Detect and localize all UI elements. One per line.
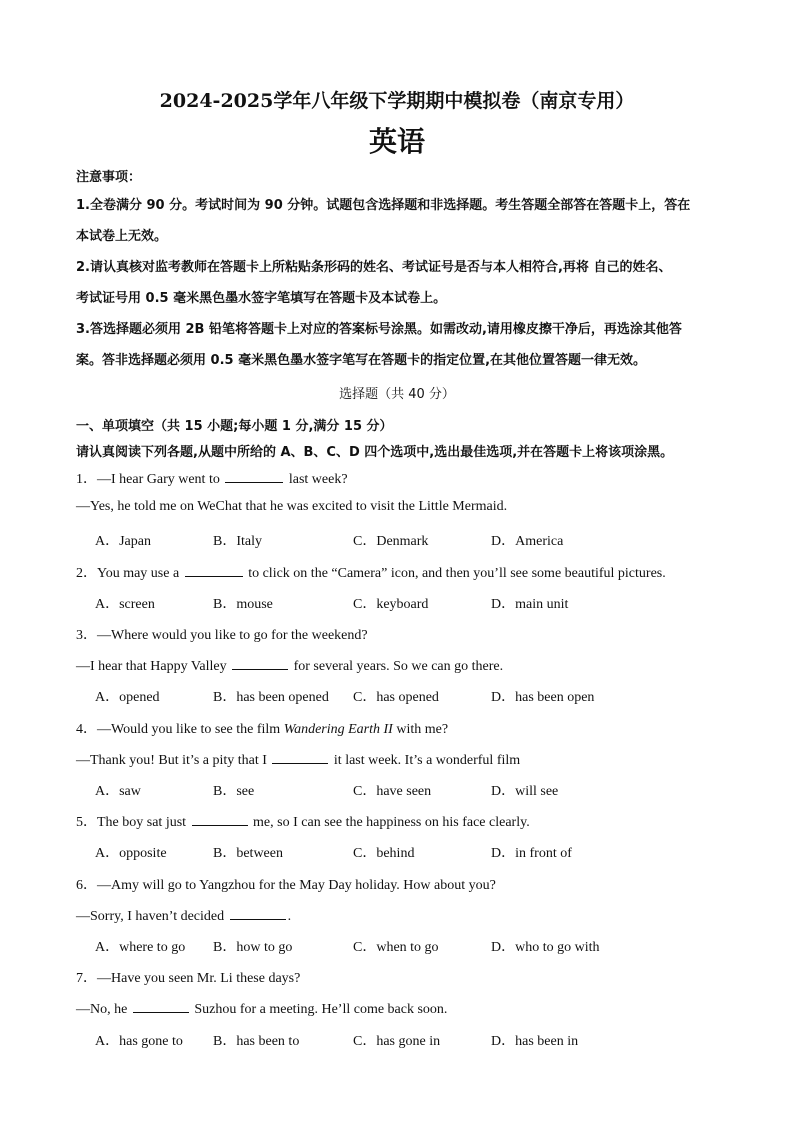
option-d: D．America <box>491 534 564 549</box>
question-stem: 5．The boy sat just <box>76 815 190 830</box>
question-1 <box>76 468 348 488</box>
question-stem: —I hear that Happy Valley <box>76 659 231 674</box>
question-stem: me, so I can see the happiness on his face clearly. <box>249 815 530 830</box>
question-7-reply <box>76 998 447 1018</box>
notice-item-2-line-1: 2.请认真核对监考教师在答题卡上所粘贴条形码的姓名、考试证号是否与本人相符合,再将 自己的姓名、 <box>76 260 672 275</box>
answer-blank <box>230 905 286 920</box>
option-d: D．has been in <box>491 1034 579 1049</box>
option-b: B．between <box>213 846 283 861</box>
question-stem: with me? <box>392 722 449 737</box>
option-c: C．has gone in <box>353 1034 441 1049</box>
option-d: D．has been open <box>491 690 595 705</box>
section-heading: 一、单项填空（共 15 小题;每小题 1 分,满分 15 分） <box>76 419 393 434</box>
question-2 <box>76 562 666 582</box>
question-stem: to click on the “Camera” icon, and then you’ll see some beautiful pictures. <box>244 566 666 581</box>
answer-blank <box>272 749 328 764</box>
option-a: A．has gone to <box>95 1034 183 1049</box>
answer-blank <box>192 811 248 826</box>
question-stem: for several years. So we can go there. <box>290 659 504 674</box>
subject-title: 英语 <box>368 125 425 158</box>
question-4-reply <box>76 749 520 769</box>
notice-item-3-line-1: 3.答选择题必须用 2B 铅笔将答题卡上对应的答案标号涂黑。如需改动,请用橡皮擦干净后，再选涂其他答 <box>76 322 682 337</box>
question-3-reply <box>76 655 503 675</box>
question-stem: 1．—I hear Gary went to <box>76 472 224 487</box>
question-stem: —Thank you! But it’s a pity that I <box>76 753 271 768</box>
option-d: D．in front of <box>491 846 572 861</box>
notice-item-3-line-2: 案。答非选择题必须用 0.5 毫米黑色墨水签字笔写在答题卡的指定位置,在其他位置答题一律无效。 <box>76 353 647 368</box>
answer-blank <box>225 468 283 483</box>
question-7: 7．—Have you seen Mr. Li these days? <box>76 971 301 986</box>
option-b: B．Italy <box>213 534 262 549</box>
answer-blank <box>232 655 288 670</box>
option-a: A．saw <box>95 784 141 799</box>
question-6: 6．—Amy will go to Yangzhou for the May Day holiday. How about you? <box>76 878 496 893</box>
option-b: B．has been to <box>213 1034 300 1049</box>
question-1-reply: —Yes, he told me on WeChat that he was excited to visit the Little Mermaid. <box>76 499 508 514</box>
film-title: Wandering Earth II <box>283 722 393 737</box>
option-a: A．screen <box>95 597 155 612</box>
notice-item-2-line-2: 考试证号用 0.5 毫米黑色墨水签字笔填写在答题卡及本试卷上。 <box>76 291 447 306</box>
option-a: A．Japan <box>95 534 151 549</box>
question-5 <box>76 811 530 831</box>
question-6-reply <box>76 905 291 925</box>
option-c: C．keyboard <box>353 597 429 612</box>
question-stem: last week? <box>285 472 348 487</box>
question-3: 3．—Where would you like to go for the weekend? <box>76 628 368 643</box>
option-b: B．see <box>213 784 255 799</box>
question-stem: 2．You may use a <box>76 566 183 581</box>
option-b: B．has been opened <box>213 690 329 705</box>
option-c: C．have seen <box>353 784 432 799</box>
exam-title: 2024-2025学年八年级下学期期中模拟卷（南京专用） <box>159 90 635 112</box>
question-4 <box>76 718 448 738</box>
option-c: C．Denmark <box>353 534 429 549</box>
notice-heading: 注意事项： <box>76 170 142 185</box>
option-c: C．has opened <box>353 690 439 705</box>
option-a: A．opened <box>95 690 160 705</box>
question-stem: —Sorry, I haven’t decided <box>76 909 228 924</box>
question-stem: . <box>287 909 292 924</box>
option-a: A．where to go <box>95 940 186 955</box>
option-a: A．opposite <box>95 846 167 861</box>
option-c: C．when to go <box>353 940 439 955</box>
option-b: B．how to go <box>213 940 293 955</box>
option-d: D．who to go with <box>491 940 600 955</box>
question-stem: it last week. It’s a wonderful film <box>330 753 521 768</box>
answer-blank <box>133 998 189 1013</box>
question-stem: Suzhou for a meeting. He’ll come back soon. <box>190 1002 448 1017</box>
option-b: B．mouse <box>213 597 273 612</box>
section-instruction: 请认真阅读下列各题,从题中所给的 A、B、C、D 四个选项中,选出最佳选项,并在答题卡上将该项涂黑。 <box>76 445 674 460</box>
question-stem: 4．—Would you like to see the film <box>76 722 284 737</box>
option-d: D．main unit <box>491 597 569 612</box>
notice-item-1-line-1: 1.全卷满分 90 分。考试时间为 90 分钟。试题包含选择题和非选择题。考生答题全部答在答题卡上，答在 <box>76 198 691 213</box>
option-d: D．will see <box>491 784 559 799</box>
part-label: 选择题（共 40 分） <box>339 387 455 402</box>
answer-blank <box>185 562 243 577</box>
option-c: C．behind <box>353 846 415 861</box>
question-stem: —No, he <box>76 1002 131 1017</box>
notice-item-1-line-2: 本试卷上无效。 <box>76 229 168 244</box>
